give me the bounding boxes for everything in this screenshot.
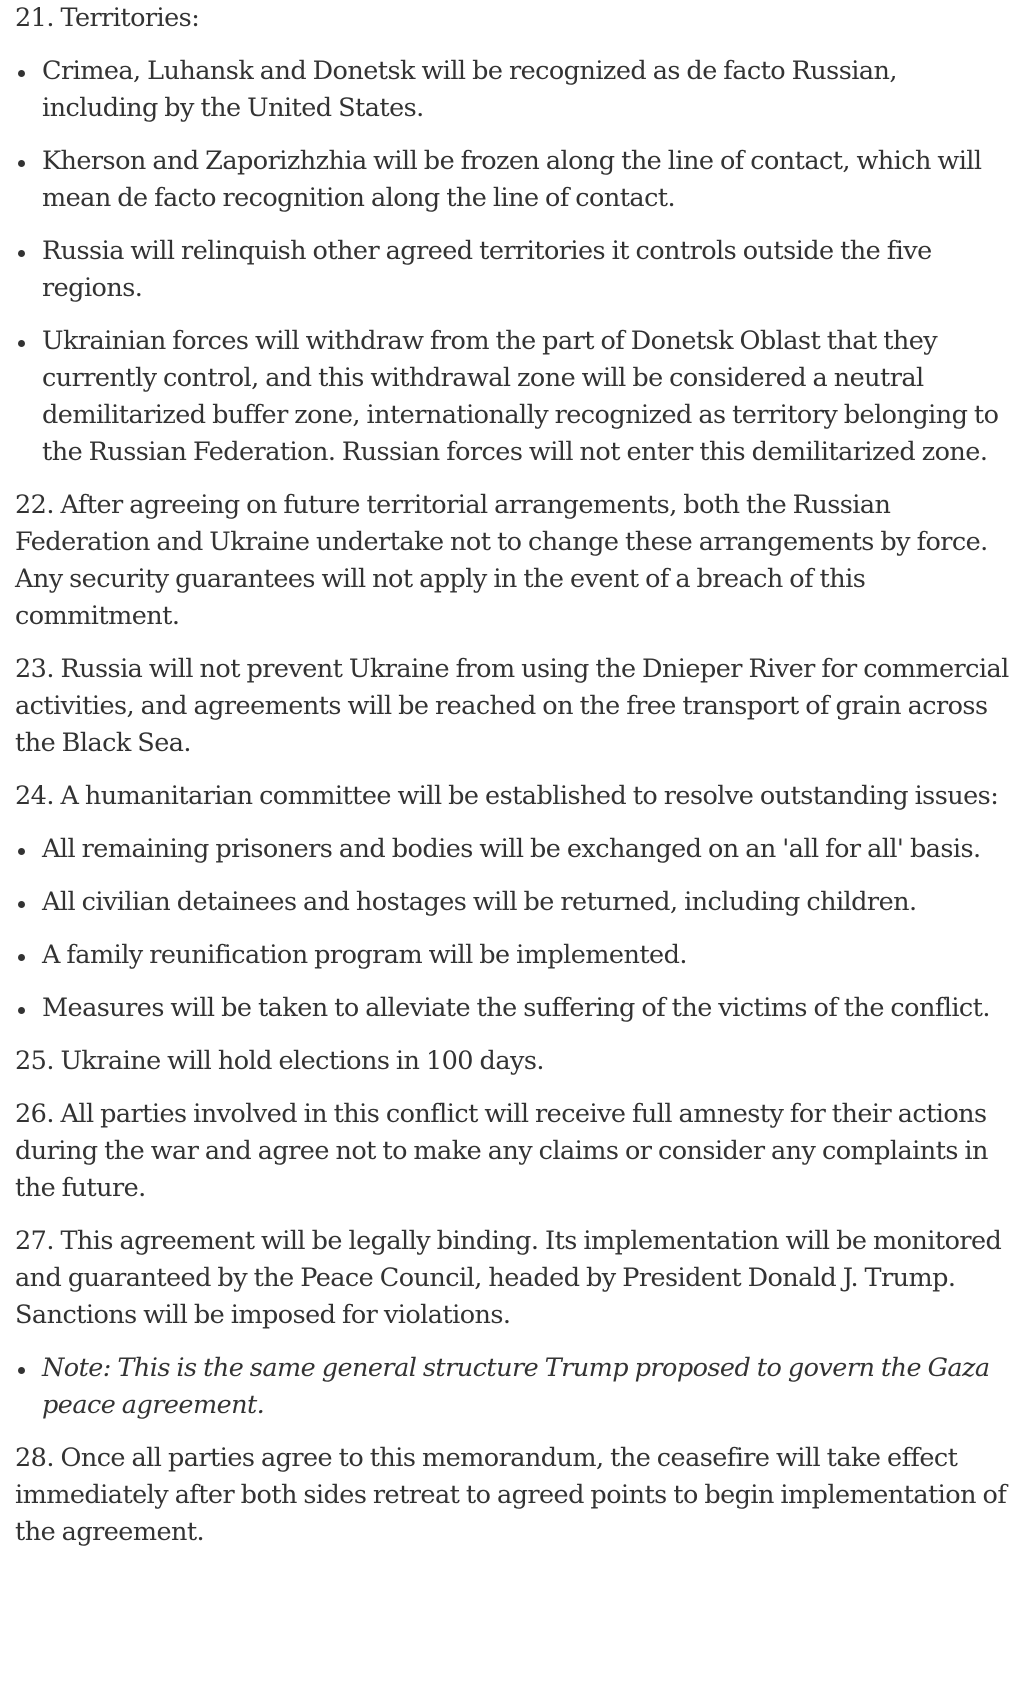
list-item: All civilian detainees and hostages will be returned, including children. <box>15 884 1012 921</box>
point-28 <box>15 1440 1012 1551</box>
point-23 <box>15 651 1012 762</box>
list-item: Ukrainian forces will withdraw from the part of Donetsk Oblast that they currently control, and this withdrawal zone will be considered a neutral demilitarized buffer zone, internationally recognized as territory belonging to the Russian Federation. Russian forces will not enter this demilitarized zone. <box>15 323 1012 471</box>
point-26 <box>15 1096 1012 1207</box>
list-item: Russia will relinquish other agreed territories it controls outside the five regions. <box>15 233 1012 307</box>
point-text: A humanitarian committee will be established to resolve outstanding issues: <box>60 781 999 811</box>
list-item: Crimea, Luhansk and Donetsk will be recognized as de facto Russian, including by the United States. <box>15 53 1012 127</box>
point-number: 21. <box>15 3 54 33</box>
point-number: 26. <box>15 1099 54 1129</box>
point-22 <box>15 487 1012 635</box>
point-25 <box>15 1043 1012 1080</box>
note-item: Note: This is the same general structure Trump proposed to govern the Gaza peace agreement. <box>15 1350 1012 1424</box>
humanitarian-list <box>15 831 1012 1027</box>
list-item: A family reunification program will be implemented. <box>15 937 1012 974</box>
point-text: Territories: <box>60 3 200 33</box>
point-text: Once all parties agree to this memorandum, the ceasefire will take effect immediately after both sides retreat to agreed points to begin implementation of the agreement. <box>15 1443 1007 1547</box>
list-item: Measures will be taken to alleviate the suffering of the victims of the conflict. <box>15 990 1012 1027</box>
note-list <box>15 1350 1012 1424</box>
list-item: All remaining prisoners and bodies will be exchanged on an 'all for all' basis. <box>15 831 1012 868</box>
point-27 <box>15 1223 1012 1334</box>
point-text: Ukraine will hold elections in 100 days. <box>60 1046 544 1076</box>
point-text: Russia will not prevent Ukraine from using the Dnieper River for commercial activities, and agreements will be reached on the free transport of grain across the Black Sea. <box>15 654 1009 758</box>
point-number: 25. <box>15 1046 54 1076</box>
point-number: 23. <box>15 654 54 684</box>
point-number: 24. <box>15 781 54 811</box>
list-item: Kherson and Zaporizhzhia will be frozen along the line of contact, which will mean de facto recognition along the line of contact. <box>15 143 1012 217</box>
point-text: All parties involved in this conflict will receive full amnesty for their actions during the war and agree not to make any claims or consider any complaints in the future. <box>15 1099 988 1203</box>
point-number: 22. <box>15 490 54 520</box>
point-text: After agreeing on future territorial arrangements, both the Russian Federation and Ukraine undertake not to change these arrangements by force. Any security guarantees will not apply in the event of a breach of this commitment. <box>15 490 988 631</box>
territories-list <box>15 53 1012 471</box>
point-24 <box>15 778 1012 815</box>
point-21 <box>15 0 1012 37</box>
point-number: 27. <box>15 1226 54 1256</box>
point-number: 28. <box>15 1443 54 1473</box>
point-text: This agreement will be legally binding. Its implementation will be monitored and guaranteed by the Peace Council, headed by President Donald J. Trump. Sanctions will be imposed for violations. <box>15 1226 1002 1330</box>
